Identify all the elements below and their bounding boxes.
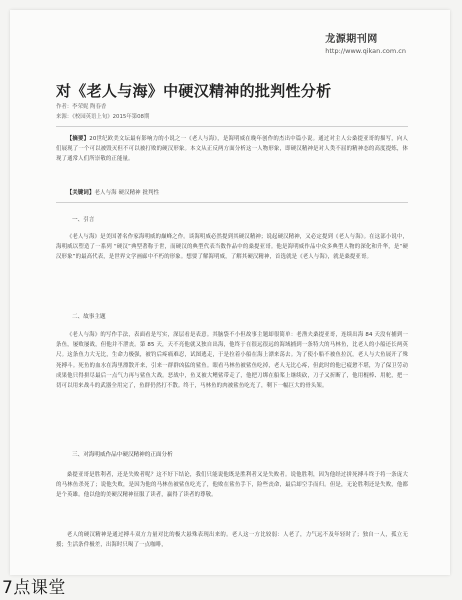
- masthead: [325, 30, 406, 55]
- article-title: 对《老人与海》中硬汉精神的批判性分析: [56, 82, 332, 100]
- masthead-brand: 龙源期刊网: [325, 34, 378, 45]
- section-heading: 一、引言: [72, 217, 95, 223]
- document-page: [10, 10, 450, 575]
- section-body: 桑提亚哥是胜利者，还是失败者呢？这不好下结论，我们只能说他既是胜利者又是失败者。说他胜利，因为他经过拼死搏斗终于将一条庞大的马林鱼杀死了；说他失败，是因为他的马林鱼被鲨鱼吃光了，他败在鲨鱼手下，险些丧命，最后却空手而归。但是，无论胜利还是失败，他都是个英雄。他以他的美硬汉精神征服了读者，赢得了读者的尊敬。: [56, 472, 408, 499]
- abstract-text: 20世纪欧美文坛最有影响力的小说之一《老人与海》，是海明威在晚年创作的杰出中篇小说。通过对主人公桑提亚哥的描写，向人们展现了一个可以被毁灭但不可以被打败的硬汉形象。本文从正反两方面分析这一人物形象，即硬汉精神是对人类不屈的精神态的高度提炼，体现了通常人们所崇敬的正能量。: [56, 136, 408, 163]
- masthead-url[interactable]: http://www.qikan.com.cn: [325, 47, 406, 55]
- section-body: 《老人与海》的写作手法，表面看是写实，深层看是表意。其脑袋不小但故事主题却很简单：老渔夫桑提亚哥，连续出海 84 天没有捕到一条鱼，屡败屡战，但他并不泄丧。第 85 天，天不亮他就又独自出海，他终于在很远很远的海域捕到一条特大的马林鱼，比老人的小船还长两英尺。这条鱼力大无比，生命力极强，被钓后疼痛难忍，试图逃走，于是拉着小船在海上漂来荡去。为了使小船不被鱼拉沉，老人与大鱼展开了殊死搏斗。死鱼的血水在海里漂散开来，引来一群群凶猛的鲨鱼。眼看马林鱼被鲨鱼吃掉，老人无比心疼，但此时的他已疲惫不堪，为了保卫劳动成果他只得拼尽最后一点气力再与鲨鱼大战。恶战中，鱼叉被大鳍鲨带走了，他把刀绑在船桨上继续砍，刀子又折断了，他用棍棒、用舵，把一切可以用来战斗的武器全用完了，鱼群仍然打不散。终于，马林鱼的肉被鲨鱼吃光了，剩下一幅巨大的骨头架。: [56, 332, 408, 390]
- keywords-paragraph: [56, 188, 408, 198]
- section-body: 《老人与海》是美国著名作家海明威的巅峰之作。谈海明威必然提到其硬汉精神；说起硬汉精神，又必定提到《老人与海》。在这部小说中，海明威以塑造了一系列 “硬汉”典型著称于世，而硬汉的典型代表当数作品中的桑提亚哥。他是海明威作品中众多典型人物的深化和升华，是“硬汉形象”的最高代表，是世界文学画廊中不朽的形象。想要了解海明威，了解其硬汉精神，首选就是《老人与海》，就是桑提亚哥。: [56, 234, 408, 261]
- keywords-text: 老人与海 硬汉精神 批判性: [94, 190, 160, 196]
- abstract-label: 【摘要】: [66, 136, 90, 142]
- section-heading: 三、对海明威作品中硬汉精神的正面分析: [72, 452, 173, 458]
- section-body: 老人的硬汉精神是通过搏斗双方力量对比的极大悬殊表现出来的。老人这一方比较弱：人老了，力气远不及年轻时了；独自一人，孤立无援；生活条件极差，出海时只喝了一点咖啡，: [56, 532, 408, 549]
- divider: [56, 126, 408, 127]
- article-source: 来源：《校园英语上旬》2015年第08期: [56, 114, 150, 120]
- divider: [56, 202, 408, 203]
- article-author: 作者：李荣妮 陶春香: [56, 104, 107, 110]
- watermark-text: 7点课堂: [2, 578, 66, 598]
- keywords-label: 【关键词】: [66, 190, 95, 196]
- abstract-paragraph: [56, 134, 408, 165]
- section-heading: 二、故事主题: [72, 314, 106, 320]
